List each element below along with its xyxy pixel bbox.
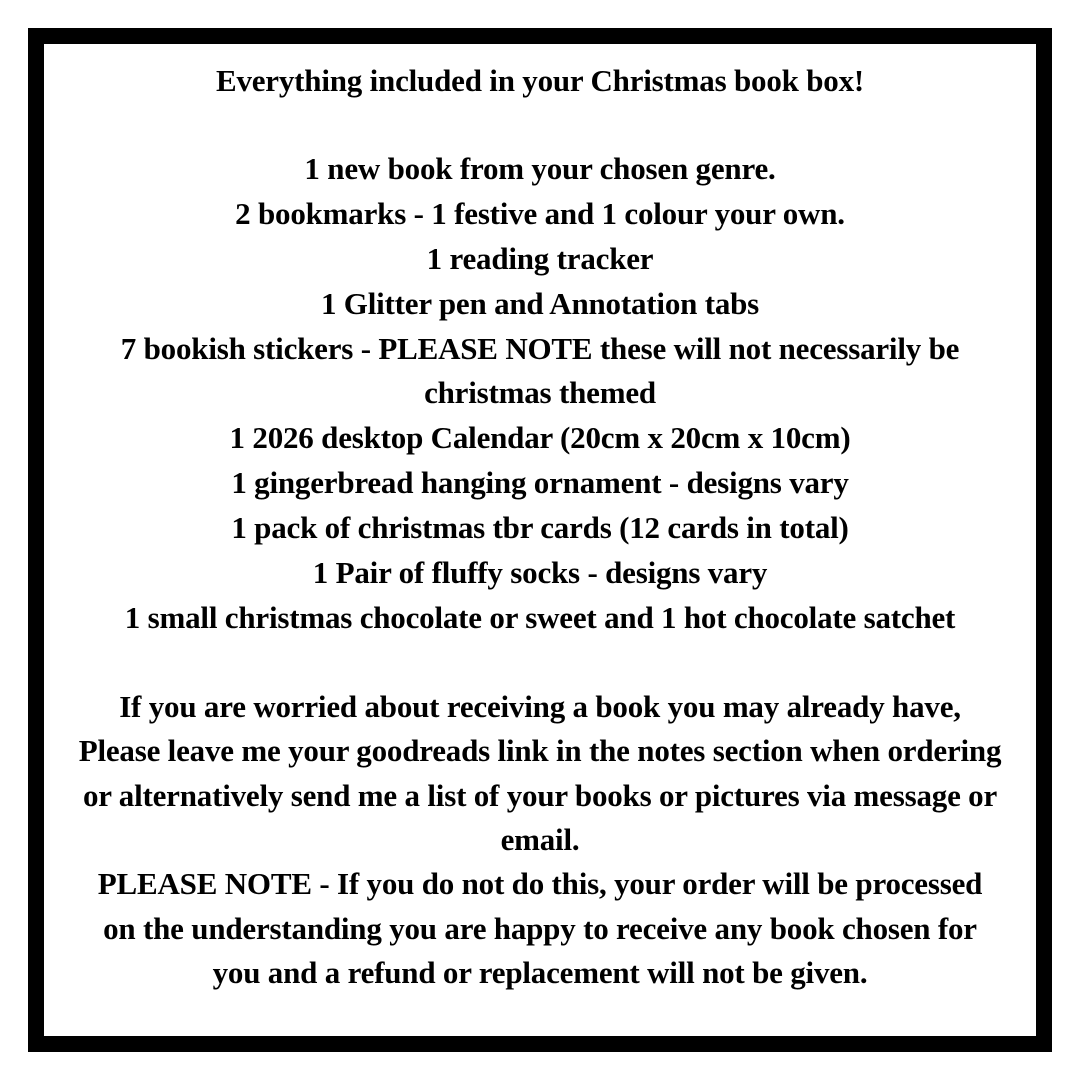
list-item: 1 Glitter pen and Annotation tabs xyxy=(320,285,760,321)
list-item: 2 bookmarks - 1 festive and 1 colour your own. xyxy=(235,195,845,231)
list-item: 1 pack of christmas tbr cards (12 cards in total) xyxy=(231,510,849,546)
box-contents-list xyxy=(78,147,1002,641)
page-title: Everything included in your Christmas book box! xyxy=(215,63,865,98)
list-item: 1 new book from your chosen genre. xyxy=(304,150,776,186)
list-item: 1 reading tracker xyxy=(426,240,654,276)
list-item: 1 gingerbread hanging ornament - designs vary xyxy=(231,465,849,501)
note-paragraph: If you are worried about receiving a book you may already have, Please leave me your goodreads link in the notes section when ordering or alternatively send me a list of your books or pictures via message or email. xyxy=(78,689,1002,858)
list-item: 1 Pair of fluffy socks - designs vary xyxy=(312,555,768,591)
list-item: 7 bookish stickers - PLEASE NOTE these will not necessarily be christmas themed xyxy=(120,330,960,411)
list-item: 1 small christmas chocolate or sweet and 1 hot chocolate satchet xyxy=(124,600,956,636)
notes-section xyxy=(78,685,1002,995)
note-paragraph: PLEASE NOTE - If you do not do this, your order will be processed on the understanding you are happy to receive any book chosen for you and a refund or replacement will not be given. xyxy=(97,866,983,991)
list-item: 1 2026 desktop Calendar (20cm x 20cm x 10cm) xyxy=(229,420,851,456)
poster-frame xyxy=(28,28,1052,1052)
